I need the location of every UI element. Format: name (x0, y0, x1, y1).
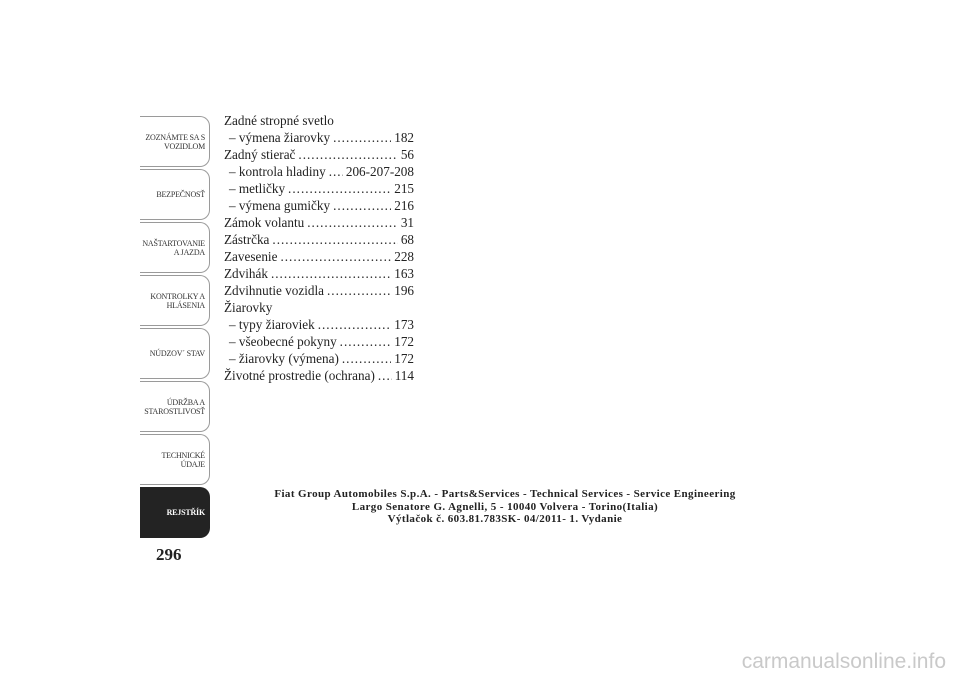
index-entry-page: 114 (394, 368, 414, 383)
index-entry-page: 163 (394, 266, 414, 281)
index-entry (224, 197, 414, 214)
chapter-tab[interactable] (140, 328, 210, 379)
chapter-tab-label: REJSTŘÍK (166, 508, 205, 517)
index-entry-text: – všeobecné pokyny (229, 334, 337, 349)
index-entry (224, 248, 414, 265)
index-entry-page: 172 (394, 351, 414, 366)
chapter-tab[interactable] (140, 381, 210, 432)
chapter-tab-label: NÚDZOV´ STAV (149, 349, 205, 358)
index-entry (224, 282, 414, 299)
index-entry (224, 333, 414, 350)
index-entry-page: 196 (394, 283, 414, 298)
index-entry-text: Zadný stierač (224, 147, 296, 162)
index-entry (224, 367, 414, 384)
chapter-tab[interactable] (140, 116, 210, 167)
chapter-tab-label: ÚDRŽBA A STAROSTLIVOSŤ (144, 397, 205, 416)
index-entry-page: 173 (394, 317, 414, 332)
leader-dots (342, 350, 391, 367)
index-entry (224, 163, 414, 180)
chapter-tab[interactable] (140, 434, 210, 485)
leader-dots (327, 282, 391, 299)
index-entry-text: – žiarovky (výmena) (229, 351, 339, 366)
leader-dots (272, 231, 397, 248)
index-entry-text: Žiarovky (224, 300, 273, 315)
index-entry (224, 231, 414, 248)
index-entry-page: 172 (394, 334, 414, 349)
leader-dots (329, 163, 343, 180)
index-entry (224, 146, 414, 163)
index-entry-page: 216 (394, 198, 414, 213)
chapter-tab[interactable] (140, 275, 210, 326)
index-entry-page: 56 (400, 147, 414, 162)
index-entry (224, 299, 414, 316)
index-entry-text: – výmena gumičky (229, 198, 331, 213)
leader-dots (378, 367, 392, 384)
leader-dots (288, 180, 391, 197)
watermark: carmanualsonline.info (741, 650, 946, 673)
chapter-tab-label: KONTROLKY A HLÁSENIA (150, 291, 205, 310)
footer-line-2: Largo Senatore G. Agnelli, 5 - 10040 Volvera - Torino(Italia) (351, 500, 659, 513)
index-entry (224, 180, 414, 197)
chapter-tab-label: TECHNICKÉ ÚDAJE (161, 450, 205, 469)
index-entry-page: 215 (394, 181, 414, 196)
index-entry-page: 68 (400, 232, 414, 247)
index-entry (224, 265, 414, 282)
index-entry (224, 112, 414, 129)
leader-dots (307, 214, 398, 231)
index-entry (224, 129, 414, 146)
leader-dots (340, 333, 392, 350)
chapter-tab-label: BEZPEČNOSŤ (156, 190, 205, 199)
index-entry-text: – typy žiaroviek (229, 317, 315, 332)
index-entry (224, 350, 414, 367)
index-entry-text: – výmena žiarovky (229, 130, 331, 145)
footer-line-3: Výtlačok č. 603.81.783SK- 04/2011- 1. Vydanie (387, 513, 623, 525)
index-entry-text: Zdvihnutie vozidla (224, 283, 324, 298)
index-entry-text: Zavesenie (224, 249, 278, 264)
index-entry-page: 206-207-208 (345, 164, 414, 179)
index-entry-page: 31 (400, 215, 414, 230)
index-entry (224, 316, 414, 333)
index-entry-text: – metličky (229, 181, 286, 196)
leader-dots (298, 146, 397, 163)
leader-dots (271, 265, 391, 282)
leader-dots (333, 129, 391, 146)
index-entry-text: – kontrola hladiny (229, 164, 326, 179)
index-entry-text: Zadné stropné svetlo (224, 113, 334, 128)
chapter-tab[interactable] (140, 222, 210, 273)
footer-line-1: Fiat Group Automobiles S.p.A. - Parts&Services - Technical Services - Service Engineering (274, 488, 736, 500)
index-entry-text: Zdvihák (224, 266, 268, 281)
index-entry-page: 228 (394, 249, 414, 264)
leader-dots (318, 316, 392, 333)
index-list (224, 112, 414, 384)
index-entry-text: Zámok volantu (224, 215, 305, 230)
chapter-tab-label: NAŠTARTOVANIE A JAZDA (142, 238, 205, 257)
chapter-tabs (140, 116, 210, 540)
page-number: 296 (156, 545, 182, 564)
chapter-tab-label: ZOZNÁMTE SA S VOZIDLOM (145, 132, 205, 151)
index-entry-page: 182 (394, 130, 414, 145)
leader-dots (280, 248, 391, 265)
publisher-footer (250, 488, 760, 526)
index-entry (224, 214, 414, 231)
chapter-tab[interactable] (140, 169, 210, 220)
index-entry-text: Zástrčka (224, 232, 270, 247)
chapter-tab[interactable] (140, 487, 210, 538)
leader-dots (333, 197, 391, 214)
index-entry-text: Životné prostredie (ochrana) (224, 368, 375, 383)
